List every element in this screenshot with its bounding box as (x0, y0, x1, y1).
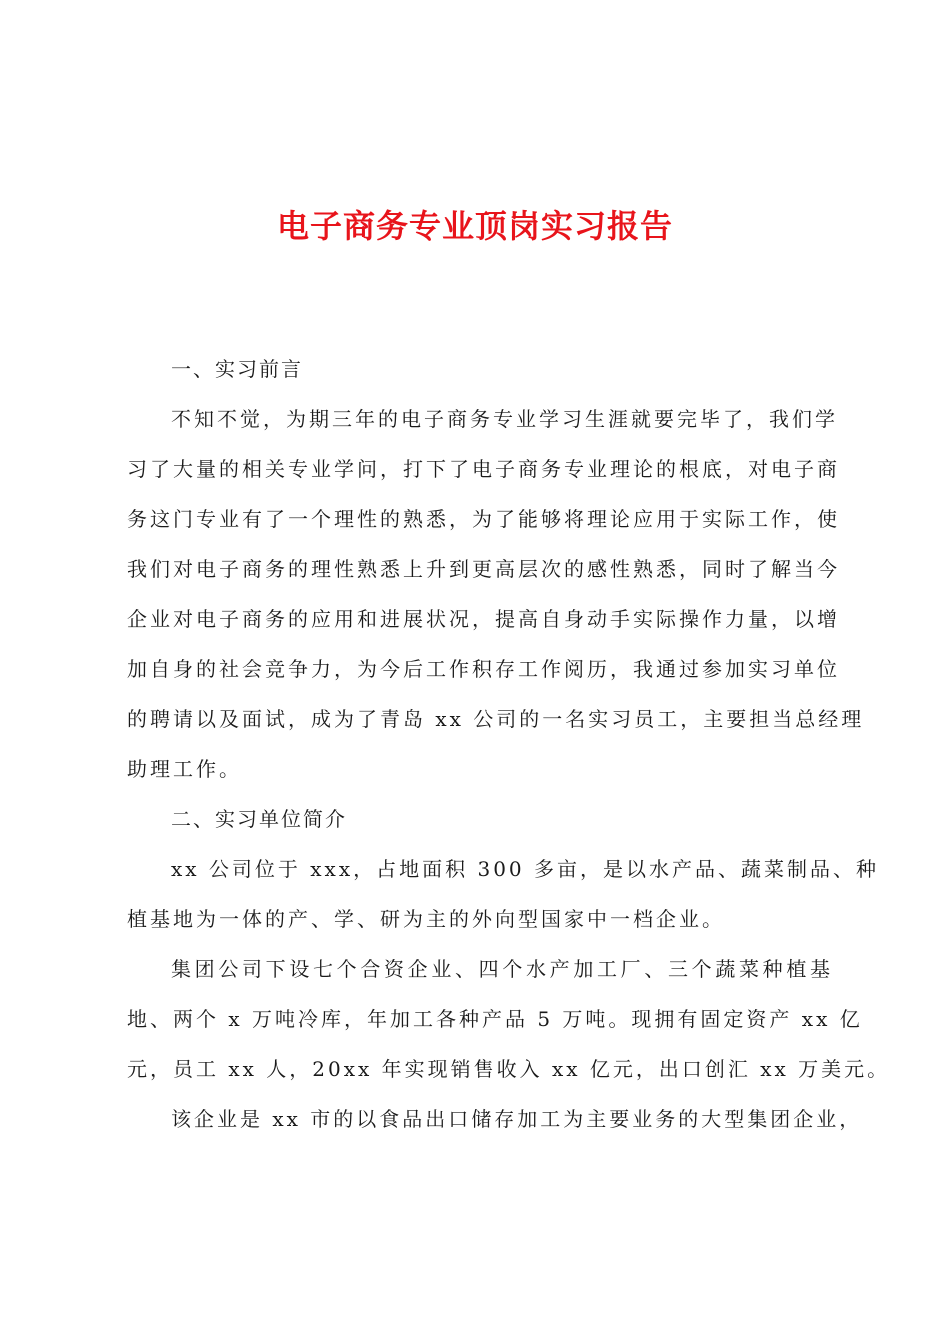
paragraph-line: 企业对电子商务的应用和进展状况，提高自身动手实际操作力量，以增 (127, 607, 840, 631)
paragraph-line: 助理工作。 (127, 757, 242, 781)
paragraph-line: 习了大量的相关专业学问，打下了电子商务专业理论的根底，对电子商 (127, 457, 840, 481)
paragraph-line: 集团公司下设七个合资企业、四个水产加工厂、三个蔬菜种植基 (171, 957, 833, 981)
document-title: 电子商务专业顶岗实习报告 (276, 207, 673, 245)
paragraph-preface (127, 394, 865, 794)
paragraph-line: 不知不觉，为期三年的电子商务专业学习生涯就要完毕了，我们学 (171, 407, 838, 431)
paragraph-line: xx 公司位于 xxx，占地面积 300 多亩，是以水产品、蔬菜制品、种 (171, 857, 879, 881)
paragraph-line: 元，员工 xx 人，20xx 年实现销售收入 xx 亿元，出口创汇 xx 万美元。 (127, 1057, 891, 1081)
section-heading-company-intro: 二、实习单位简介 (171, 807, 347, 831)
paragraph-line: 务这门专业有了一个理性的熟悉，为了能够将理论应用于实际工作，使 (127, 507, 840, 531)
paragraph-line: 加自身的社会竞争力，为今后工作积存工作阅历，我通过参加实习单位 (127, 657, 840, 681)
section-heading-preface: 一、实习前言 (171, 357, 303, 381)
paragraph-line: 我们对电子商务的理性熟悉上升到更高层次的感性熟悉，同时了解当今 (127, 557, 840, 581)
paragraph-line: 该企业是 xx 市的以食品出口储存加工为主要业务的大型集团企业， (171, 1107, 863, 1131)
paragraph-company-business (127, 1094, 863, 1144)
document-body (127, 344, 891, 1144)
paragraph-line: 植基地为一体的产、学、研为主的外向型国家中一档企业。 (127, 907, 725, 931)
paragraph-company-structure (127, 944, 891, 1094)
paragraph-company-location (127, 844, 879, 944)
paragraph-line: 地、两个 x 万吨冷库，年加工各种产品 5 万吨。现拥有固定资产 xx 亿 (127, 1007, 863, 1031)
paragraph-line: 的聘请以及面试，成为了青岛 xx 公司的一名实习员工，主要担当总经理 (127, 707, 865, 731)
